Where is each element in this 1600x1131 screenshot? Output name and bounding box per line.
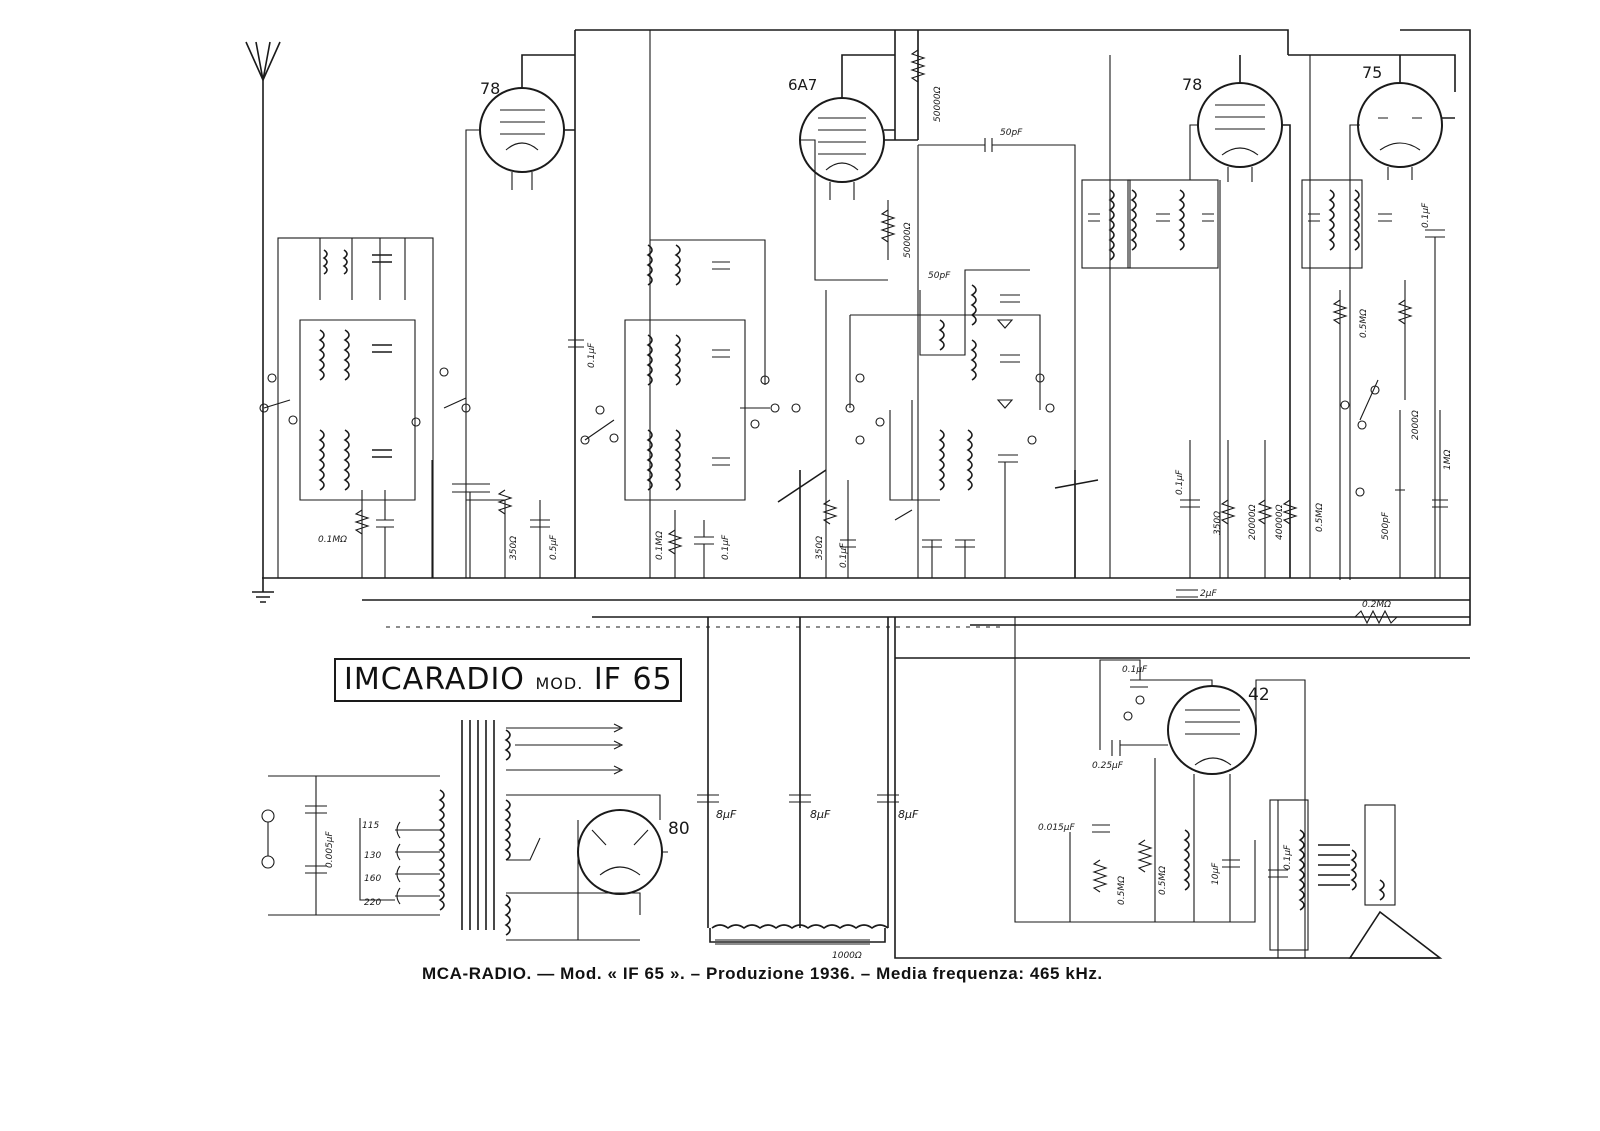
value-label: 8μF [716, 808, 737, 821]
value-label: 0.25μF [1092, 761, 1123, 771]
ground-symbol [252, 578, 274, 602]
value-label: 10μF [1211, 862, 1221, 885]
value-label: 160 [364, 874, 382, 884]
title-mod: MOD. [535, 674, 584, 693]
rails [262, 30, 1470, 958]
oscillator-coil-section [846, 270, 1098, 578]
value-label: 0.5MΩ [1315, 503, 1325, 532]
value-label: 0.1μF [1283, 844, 1293, 870]
tube-label-75: 75 [1362, 63, 1383, 82]
value-label: 0.1MΩ [655, 531, 665, 560]
value-label: 350Ω [815, 535, 825, 560]
title-brand: IMCARADIO [344, 662, 525, 697]
value-label: 500pF [1381, 511, 1391, 540]
value-label: 0.1μF [839, 542, 849, 568]
value-label: 0.5MΩ [1117, 876, 1127, 905]
loudspeaker-symbol [1350, 912, 1440, 958]
antenna-coil-section [260, 238, 470, 578]
value-label: 2μF [1200, 589, 1217, 599]
tube-label-6a7: 6A7 [788, 76, 818, 94]
value-label: 0.2MΩ [1362, 600, 1391, 610]
value-label: 50000Ω [933, 86, 943, 122]
value-label: 8μF [898, 808, 919, 821]
converter-coil-section [581, 30, 826, 578]
value-label: 0.1μF [1421, 202, 1431, 228]
value-label: 0.1μF [1175, 469, 1185, 495]
value-label: 1000Ω [832, 951, 862, 961]
tube-label-42: 42 [1248, 685, 1270, 705]
value-label: 0.015μF [1038, 823, 1075, 833]
value-label: 20000Ω [1248, 504, 1258, 540]
if-transformer-2 [1302, 55, 1392, 578]
component-labels [318, 86, 1453, 961]
value-label: 220 [364, 898, 382, 908]
value-label: 0.1MΩ [318, 535, 347, 545]
value-label: 0.1μF [1122, 665, 1148, 675]
antenna-symbol [246, 42, 280, 578]
diagram-title [344, 658, 673, 706]
value-label: 350Ω [1213, 510, 1223, 535]
value-label: 350Ω [509, 535, 519, 560]
value-label: 0.5MΩ [1158, 866, 1168, 895]
value-label: 115 [362, 821, 380, 831]
value-label: 50pF [928, 271, 951, 281]
tube-42-output [1015, 617, 1395, 958]
tube-label-78-if: 78 [1182, 75, 1203, 94]
title-model: IF 65 [593, 662, 673, 697]
value-label: 50000Ω [903, 222, 913, 258]
value-label: 0.1μF [587, 342, 597, 368]
tube-78-rf [452, 55, 584, 578]
tube-75 [1334, 55, 1455, 623]
value-label: 0.005μF [325, 831, 335, 868]
tube-label-78-rf: 78 [480, 79, 501, 98]
value-label: 0.5μF [549, 534, 559, 560]
value-label: 0.5MΩ [1359, 309, 1369, 338]
value-label: 0.1μF [721, 534, 731, 560]
value-label: 2000Ω [1411, 410, 1421, 440]
power-transformer [262, 720, 660, 940]
value-label: 40000Ω [1275, 504, 1285, 540]
tube-label-80: 80 [668, 819, 690, 839]
diagram-caption: MCA-RADIO. — Mod. « IF 65 ». – Produzione 1936. – Media frequenza: 465 kHz. [422, 964, 1103, 983]
value-label: 50pF [1000, 128, 1023, 138]
value-label: 130 [364, 851, 382, 861]
value-label: 1MΩ [1443, 449, 1453, 470]
value-label: 8μF [810, 808, 831, 821]
